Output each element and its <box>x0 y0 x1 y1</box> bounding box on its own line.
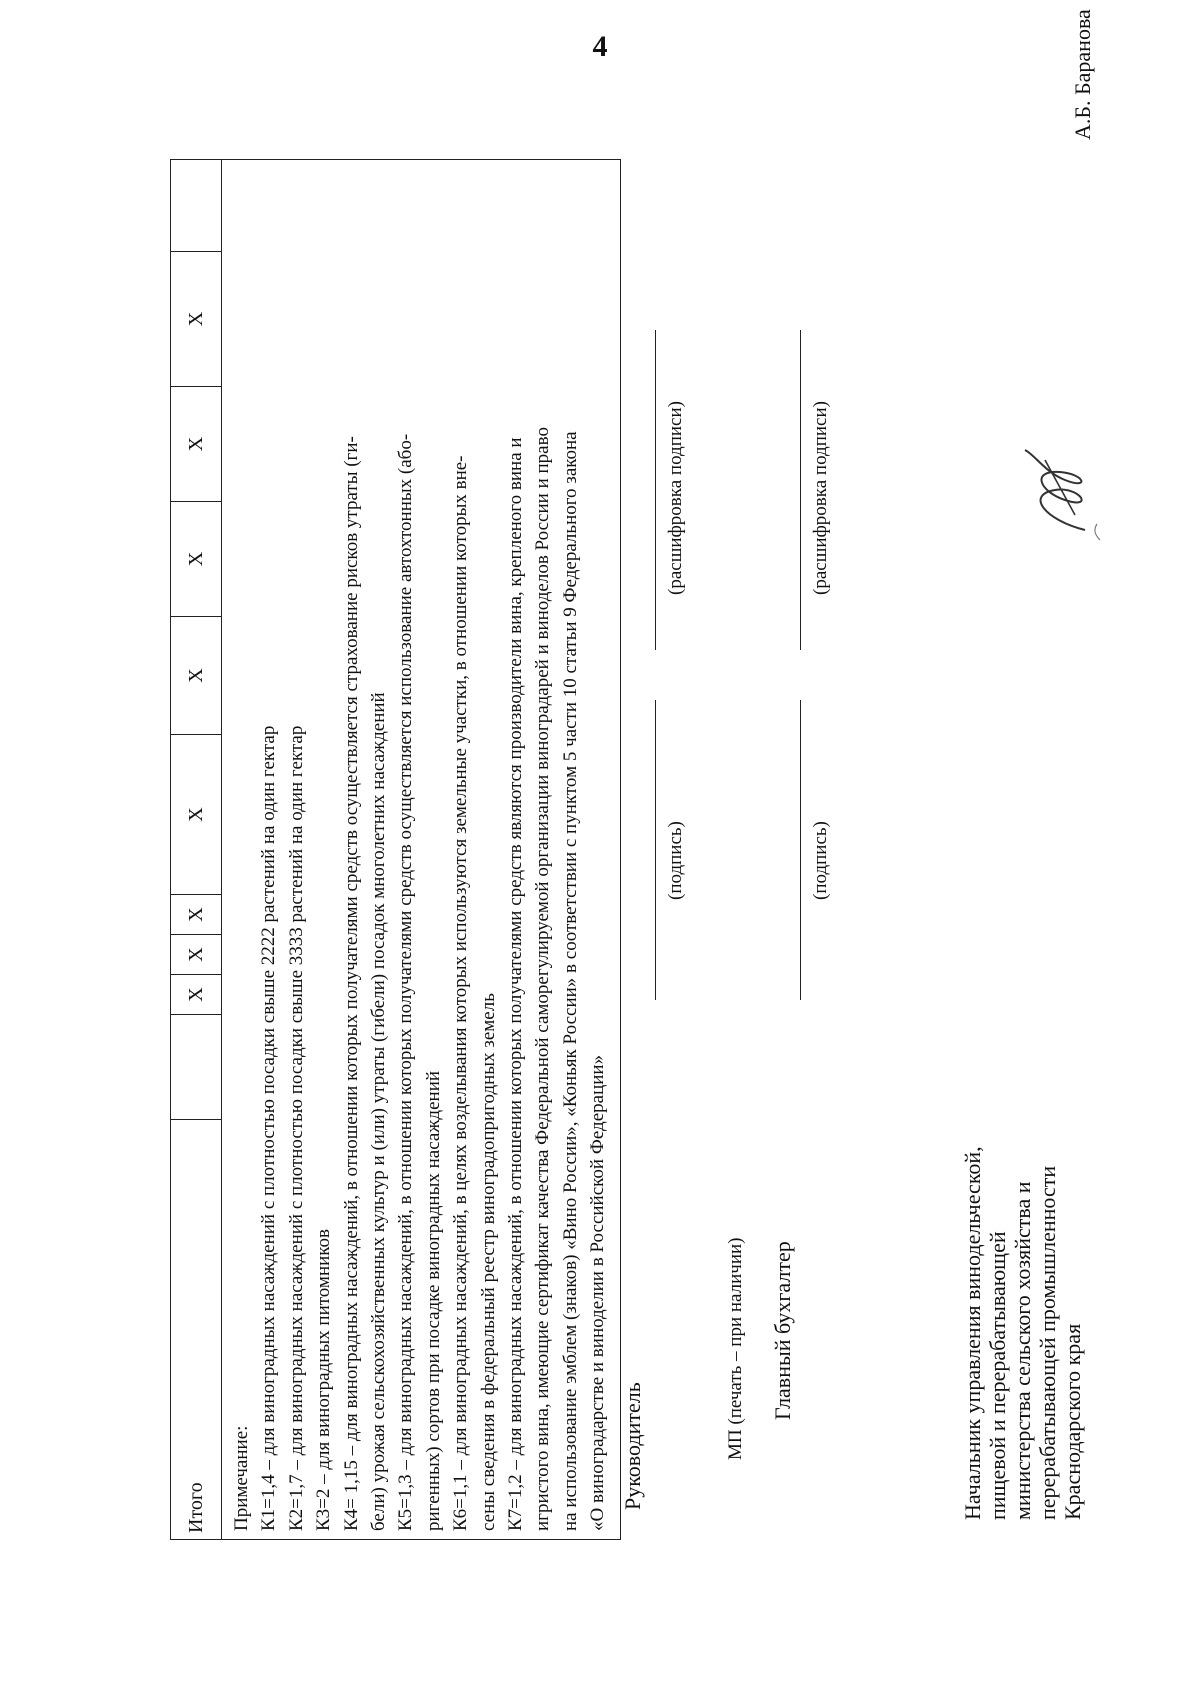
note-line: игристого вина, имеющие сертификат качества Федеральной саморегулируемой организации виноградарей и виноделов России и право <box>532 427 554 1531</box>
note-line: К7=1,2 – для виноградных насаждений, в отношении которых получателями средств являются производители вина, крепленого вина и <box>505 437 527 1531</box>
total-label: Итого <box>171 1120 222 1540</box>
stamp-label: МП (печать – при наличии) <box>725 1237 746 1460</box>
x-cell: Х <box>171 735 222 895</box>
note-line: К6=1,1 – для виноградных насаждений, в целях возделывания которых используются земельные участки, в отношении которых вне- <box>450 455 472 1531</box>
note-line: К1=1,4 – для виноградных насаждений с плотностью посадки свыше 2222 растений на один гектар <box>258 725 280 1531</box>
handwritten-signature <box>1005 430 1115 550</box>
summary-table <box>170 159 621 1540</box>
head-label: Руководитель <box>620 1382 645 1510</box>
page-number: 4 <box>592 30 608 63</box>
accountant-decode-line <box>800 330 801 650</box>
rotated-page-content <box>150 0 1150 1540</box>
position-line: пищевой и перерабатывающей <box>985 1231 1010 1520</box>
head-decode-caption: (расшифровка подписи) <box>665 401 686 595</box>
head-decode-line <box>655 330 656 650</box>
empty-cell <box>171 1015 222 1120</box>
x-cell: Х <box>171 617 222 735</box>
signatory-name: А.Б. Баранова <box>1070 9 1095 140</box>
empty-cell <box>171 160 222 252</box>
x-cell: Х <box>171 387 222 502</box>
position-title <box>960 1146 1085 1520</box>
position-line: Краснодарского края <box>1060 1323 1085 1520</box>
x-cell: Х <box>171 935 222 975</box>
notes-row <box>222 160 621 1540</box>
x-cell: Х <box>171 975 222 1015</box>
note-line: К5=1,3 – для виноградных насаждений, в отношении которых получателями средств осуществляется использование автохтонных (або- <box>395 433 417 1531</box>
position-line: министерства сельского хозяйства и <box>1010 1181 1035 1520</box>
note-line: К2=1,7 – для виноградных насаждений с плотностью посадки свыше 3333 растений на один гектар <box>285 725 307 1531</box>
notes-cell <box>222 160 621 1540</box>
accountant-signature-line <box>800 700 801 1000</box>
position-line: перерабатывающей промышленности <box>1035 1165 1060 1520</box>
note-line: К3=2 – для виноградных питомников <box>313 1228 335 1531</box>
accountant-decode-caption: (расшифровка подписи) <box>810 401 831 595</box>
note-line: бели) урожая сельскохозяйственных культур и (или) утраты (гибели) посадок многолетних насаждений <box>368 692 390 1531</box>
note-line: ригенных) сортов при посадке виноградных насаждений <box>422 1070 444 1531</box>
total-row <box>171 160 222 1540</box>
note-line: «О виноградарстве и виноделии в Российской Федерации» <box>587 1054 609 1531</box>
head-signature-line <box>655 700 656 1000</box>
notes-title: Примечание: <box>231 1425 252 1531</box>
accountant-label: Главный бухгалтер <box>770 1241 795 1420</box>
x-cell: Х <box>171 502 222 617</box>
note-line: на использование эмблем (знаков) «Вино России», «Коньяк России» в соответствии с пунктом 5 части 10 статьи 9 Федерального закона <box>559 431 581 1531</box>
x-cell: Х <box>171 252 222 387</box>
note-line: К4= 1,15 – для виноградных насаждений, в отношении которых получателями средств осуществляется страхование рисков утраты (ги- <box>340 436 362 1531</box>
head-signature-caption: (подпись) <box>665 821 686 900</box>
x-cell: Х <box>171 895 222 935</box>
note-line: сены сведения в федеральный реестр виноградопригодных земель <box>477 993 499 1531</box>
position-line: Начальник управления винодельческой, <box>960 1146 985 1520</box>
accountant-signature-caption: (подпись) <box>810 821 831 900</box>
